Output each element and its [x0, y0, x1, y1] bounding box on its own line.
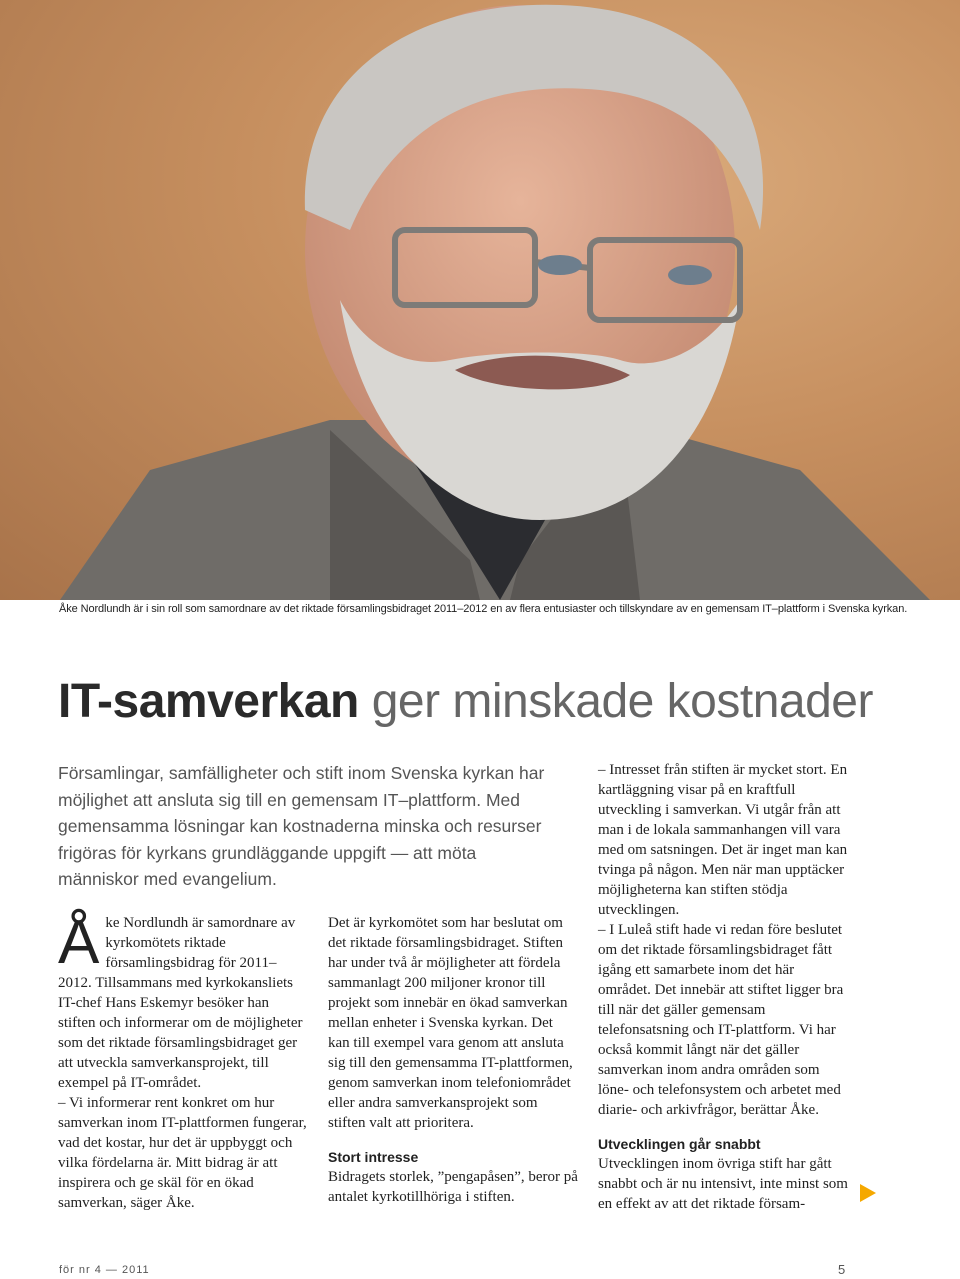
continue-arrow-icon: [860, 1184, 876, 1202]
page-number: 5: [838, 1262, 846, 1277]
body-column-3: [598, 760, 848, 1214]
headline-bold: IT-samverkan: [58, 675, 359, 728]
photo-caption: Åke Nordlundh är i sin roll som samordnare av det riktade församlingsbidraget 2011–2012 en av flera entusiaster och tillskyndare av en gemensam IT–plattform i Svenska kyrkan.: [59, 603, 908, 615]
body-column-1: [58, 908, 308, 1213]
footer-issue: för nr 4 — 2011: [59, 1264, 150, 1276]
paragraph: – Intresset från stiften är mycket stort. En kartläggning visar på en kraftfull utveckling i samverkan. Vi utgår från att man i de lokala sammanhangen vill vara med om satsningen. Det är inget man kan tvinga på någon. Men när man upptäcker möjligheterna kan stiften stödja utvecklingen.: [598, 762, 848, 918]
article-headline: [58, 672, 873, 732]
paragraph: – I Luleå stift hade vi redan före beslutet om det riktade församlingsbidraget fått igång ett samarbete inom det här området. Det innebär att stiftet ligger bra till när det gäller gemensam telefonsatsning och IT-plattform. Vi har också kommit långt när det gäller samverkan inom andra områden som löne- och telefonsystem och arbetet med diarie- och arkivfrågor, berättar Åke.: [598, 922, 844, 1118]
paragraph: Det är kyrkomötet som har beslutat om det riktade församlingsbidraget. Stiften har under två år möjligheter att fördela sammanlagt 200 miljoner kronor till projekt som innebär en ökad samverkan mellan enheter i Svenska kyrkan. Det kan till exempel vara genom att ansluta sig till den gemensamma IT-plattformen, genom samverkan inom telefoniområdet eller andra samverkansprojekt som stiften valt att prioritera.: [328, 915, 573, 1131]
paragraph: ke Nordlundh är samordnare av kyrkomötets riktade församlingsbidrag för 2011–2012. Tillsammans med kyrkokansliets IT-chef Hans Eskemyr besöker han stiften och informerar om de möjligheter som det riktade församlingsbidraget ger att utveckla samverkansprojekt, till exempel på IT-området.: [58, 915, 303, 1091]
paragraph: – Vi informerar rent konkret om hur samverkan inom IT-plattformen fungerar, vad det kostar, hur det är uppbyggt och vilka fördelarna är. Mitt bidrag är att inspirera och ge skäl för en ökad samverkan, säger Åke.: [58, 1095, 307, 1211]
portrait-photo: [0, 0, 960, 600]
paragraph: Bidragets storlek, ”pengapåsen”, beror på antalet kyrkotillhöriga i stiften.: [328, 1169, 578, 1205]
article-lead: Församlingar, samfälligheter och stift inom Svenska kyrkan har möjlighet att ansluta sig till en gemensam IT–plattform. Med gemensamma lösningar kan kostnaderna minska och resurser frigöras för kyrkans grundläggande uppgift — att möta människor med evangelium.: [58, 763, 545, 889]
portrait-illustration: [0, 0, 960, 600]
body-column-2: [328, 913, 578, 1207]
subheading: Stort intresse: [328, 1149, 419, 1165]
paragraph: Utvecklingen inom övriga stift har gått snabbt och är nu intensivt, inte minst som en effekt av att det riktade försam-: [598, 1156, 848, 1212]
drop-cap: Å: [58, 908, 100, 977]
subheading: Utvecklingen går snabbt: [598, 1136, 761, 1152]
headline-rest: ger minskade kostnader: [371, 675, 873, 728]
